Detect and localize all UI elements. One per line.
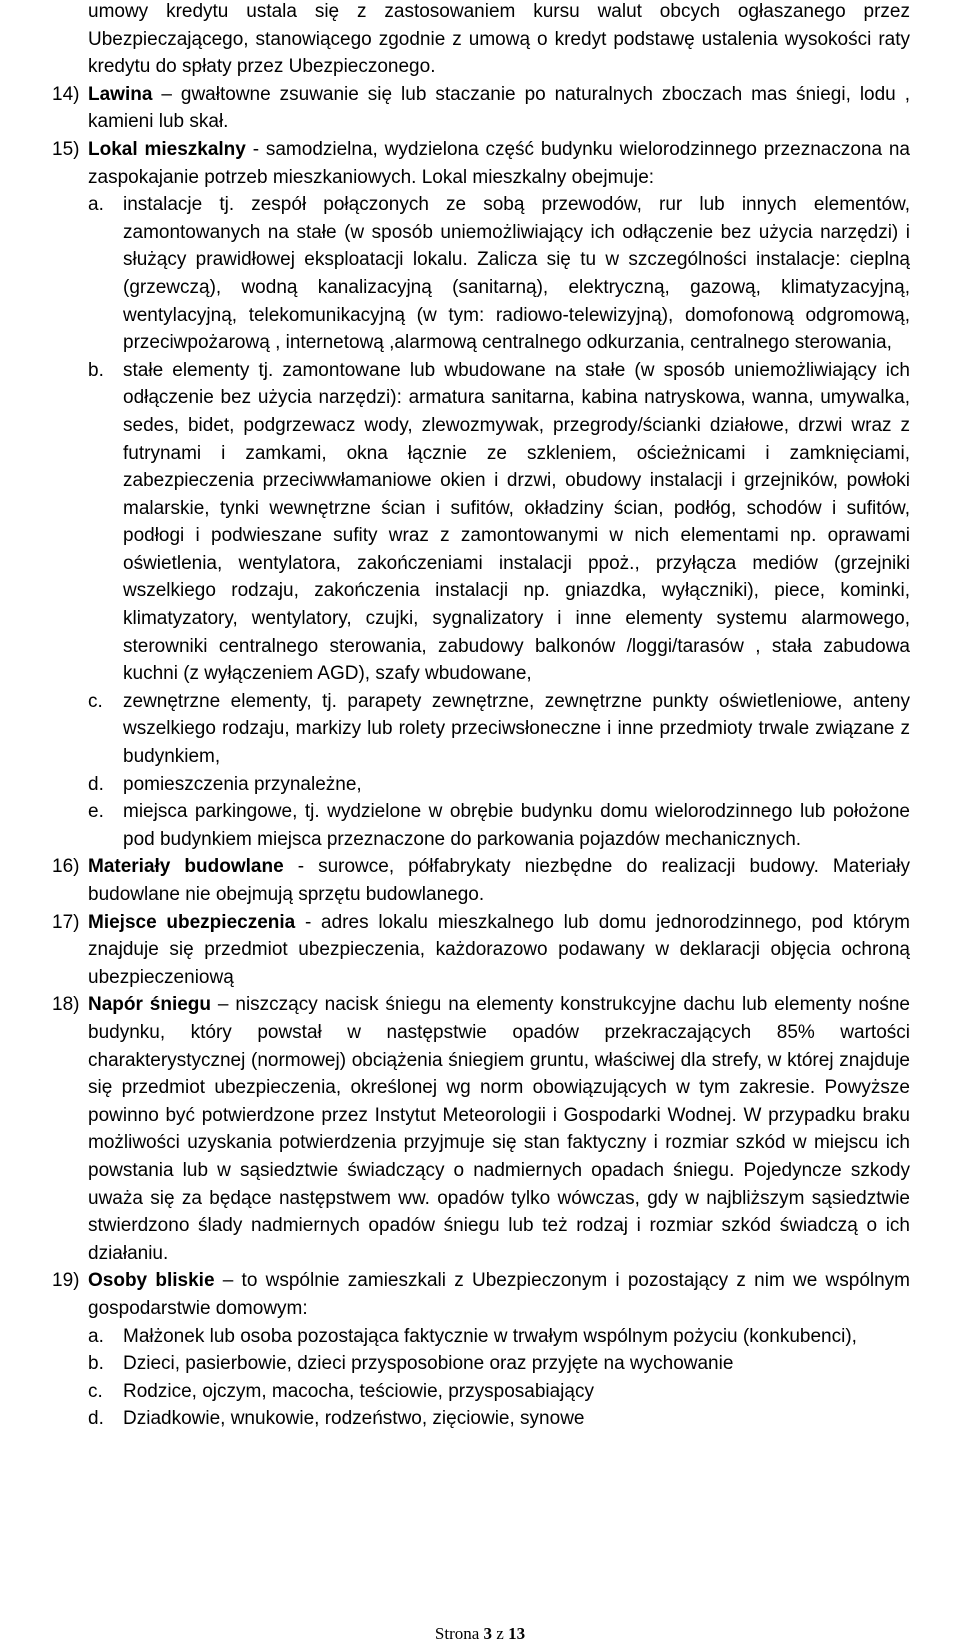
definition-18	[52, 991, 910, 1267]
list-item	[52, 688, 910, 771]
list-text: stałe elementy tj. zamontowane lub wbudowane na stałe (w sposób uniemożliwiający ich odłączenie bez użycia narzędzi): armatura sanitarna, kabina natryskowa, wanna, umywalka, sedes, bidet, podgrzewacz wody, zlewozmywak, przegrody/ścianki działowe, drzwi wraz z futrynami i zamkami, okna łącznie ze szkleniem, ościeżnicami i zamknięciami, zabezpieczenia przeciwwłamaniowe okien i drzwi, obudowy instalacji i grzejników, powłoki malarskie, tynki wewnętrzne ścian i sufitów, okładziny ścian, podłóg, schodów i sufitów, podłogi i podwieszane sufity wraz z zamontowanymi w nich elementami np. oprawami oświetlenia, wentylatora, zakończeniami instalacji ppoż., przyłącza mediów (grzejniki wszelkiego rodzaju, zakończenia instalacji np. gniazdka, wyłączniki), piece, kominki, klimatyzatory, wentylatory, czujki, sygnalizatory i inne elementy systemu alarmowego, sterowniki centralnego sterowania, zabudowy balkonów /loggi/tarasów , stała zabudowa kuchni (z wyłączeniem AGD), szafy wbudowane,	[123, 359, 910, 685]
item-number: 19)	[52, 1270, 80, 1292]
list-item	[52, 798, 910, 853]
list-text: zewnętrzne elementy, tj. parapety zewnętrzne, zewnętrzne punkty oświetleniowe, anteny wszelkiego rodzaju, markizy lub rolety przeciwsłoneczne i inne przedmioty trwale związane z budynkiem,	[123, 690, 910, 768]
page-total: 13	[508, 1624, 526, 1643]
item-number: 17)	[52, 911, 80, 933]
definition-term: Lawina	[88, 83, 153, 105]
list-text: pomieszczenia przynależne,	[123, 773, 362, 795]
list-text: Małżonek lub osoba pozostająca faktycznie w trwałym wspólnym pożyciu (konkubenci),	[123, 1325, 857, 1347]
list-letter: e.	[88, 801, 104, 823]
list-letter: c.	[88, 690, 103, 712]
definition-15	[52, 136, 910, 191]
definition-term: Osoby bliskie	[88, 1270, 215, 1292]
footer-prefix: Strona	[434, 1624, 484, 1643]
definition-text: – gwałtowne zsuwanie się lub staczanie po naturalnych zboczach mas śniegi, lodu , kamieni lub skał.	[88, 83, 910, 133]
definition-16	[52, 853, 910, 908]
list-letter: d.	[88, 1408, 104, 1430]
definition-14	[52, 81, 910, 136]
definition-text: – niszczący nacisk śniegu na elementy konstrukcyjne dachu lub elementy nośne budynku, który powstał w następstwie opadów przekraczających 85% wartości charakterystycznej (normowej) obciążenia śniegiem gruntu, właściwej dla strefy, w której znajduje się przedmiot ubezpieczenia, określonej wg norm obowiązujących w tym zakresie. Powyższe powinno być potwierdzone przez Instytut Meteorologii i Gospodarki Wodnej. W przypadku braku możliwości uzyskania potwierdzenia przyjmuje się stan faktyczny i rozmiar szkód w miejscu ich powstania lub w sąsiedztwie świadczący o nadmiernych opadach śniegu. Pojedyncze szkody uważa się za będące następstwem ww. opadów tylko wówczas, gdy w najbliższym sąsiedztwie stwierdzono ślady nadmiernych opadów śniegu lub też rodzaj i rozmiar szkód świadczą o ich działaniu.	[88, 994, 910, 1264]
osoby-sublist	[52, 1323, 910, 1433]
list-item	[52, 357, 910, 688]
list-item	[52, 1350, 910, 1378]
definition-17	[52, 909, 910, 992]
continuation-paragraph: umowy kredytu ustala się z zastosowaniem kursu walut obcych ogłaszanego przez Ubezpieczającego, stanowiącego zgodnie z umową o kredyt podstawę ustalenia wysokości raty kredytu do spłaty przez Ubezpieczonego.	[88, 1, 910, 78]
item-number: 15)	[52, 138, 80, 160]
definition-text: - surowce, półfabrykaty niezbędne do realizacji budowy. Materiały budowlane nie obejmują sprzętu budowlanego.	[88, 856, 911, 905]
definition-text: – to wspólnie zamieszkali z Ubezpieczonym i pozostający z nim we wspólnym gospodarstwie domowym:	[88, 1270, 911, 1319]
definition-term: Materiały budowlane	[88, 856, 284, 878]
list-item	[52, 1323, 910, 1351]
list-letter: d.	[88, 773, 104, 795]
list-letter: a.	[88, 194, 104, 216]
page-footer	[0, 1624, 960, 1644]
list-letter: c.	[88, 1380, 103, 1402]
list-text: instalacje tj. zespół połączonych ze sobą przewodów, rur lub innych elementów, zamontowanych na stałe (w sposób uniemożliwiający ich odłączenie bez użycia narzędzi) i służący prawidłowej eksploatacji lokalu. Zalicza się tu w szczególności instalacje: cieplną (grzewczą), wodną kanalizacyjną (sanitarną), elektryczną, gazową, klimatyzacyjną, wentylacyjną, telekomunikacyjną (w tym: radiowo-telewizyjną), domofonową odgromową, przeciwpożarową , internetową ,alarmową centralnego odkurzania, centralnego sterowania,	[123, 194, 910, 354]
item-number: 18)	[52, 994, 80, 1016]
document-body	[52, 0, 910, 1433]
list-item	[52, 1405, 910, 1433]
item-number: 16)	[52, 856, 80, 878]
definition-19	[52, 1267, 910, 1322]
definition-term: Napór śniegu	[88, 994, 212, 1016]
list-letter: b.	[88, 359, 104, 381]
definition-term: Lokal mieszkalny	[88, 138, 246, 160]
page-number: 3	[483, 1624, 493, 1643]
list-letter: a.	[88, 1325, 104, 1347]
list-text: Rodzice, ojczym, macocha, teściowie, przysposabiający	[123, 1380, 594, 1402]
item-number: 14)	[52, 83, 80, 105]
footer-middle: z	[492, 1624, 509, 1643]
list-text: Dziadkowie, wnukowie, rodzeństwo, zięciowie, synowe	[123, 1408, 585, 1430]
list-text: miejsca parkingowe, tj. wydzielone w obrębie budynku domu wielorodzinnego lub położone pod budynkiem miejsca przeznaczone do parkowania pojazdów mechanicznych.	[123, 801, 910, 850]
definition-term: Miejsce ubezpieczenia	[88, 911, 296, 933]
list-text: Dzieci, pasierbowie, dzieci przysposobione oraz przyjęte na wychowanie	[123, 1353, 734, 1375]
list-item	[52, 191, 910, 357]
lokal-sublist	[52, 191, 910, 853]
list-item	[52, 771, 910, 799]
definition-text: - samodzielna, wydzielona część budynku wielorodzinnego przeznaczona na zaspokajanie potrzeb mieszkaniowych. Lokal mieszkalny obejmuje:	[88, 138, 910, 188]
definition-text: - adres lokalu mieszkalnego lub domu jednorodzinnego, pod którym znajduje się przedmiot ubezpieczenia, każdorazowo podawany w deklaracji objęcia ochroną ubezpieczeniową	[88, 911, 910, 988]
list-item	[52, 1378, 910, 1406]
list-letter: b.	[88, 1353, 104, 1375]
